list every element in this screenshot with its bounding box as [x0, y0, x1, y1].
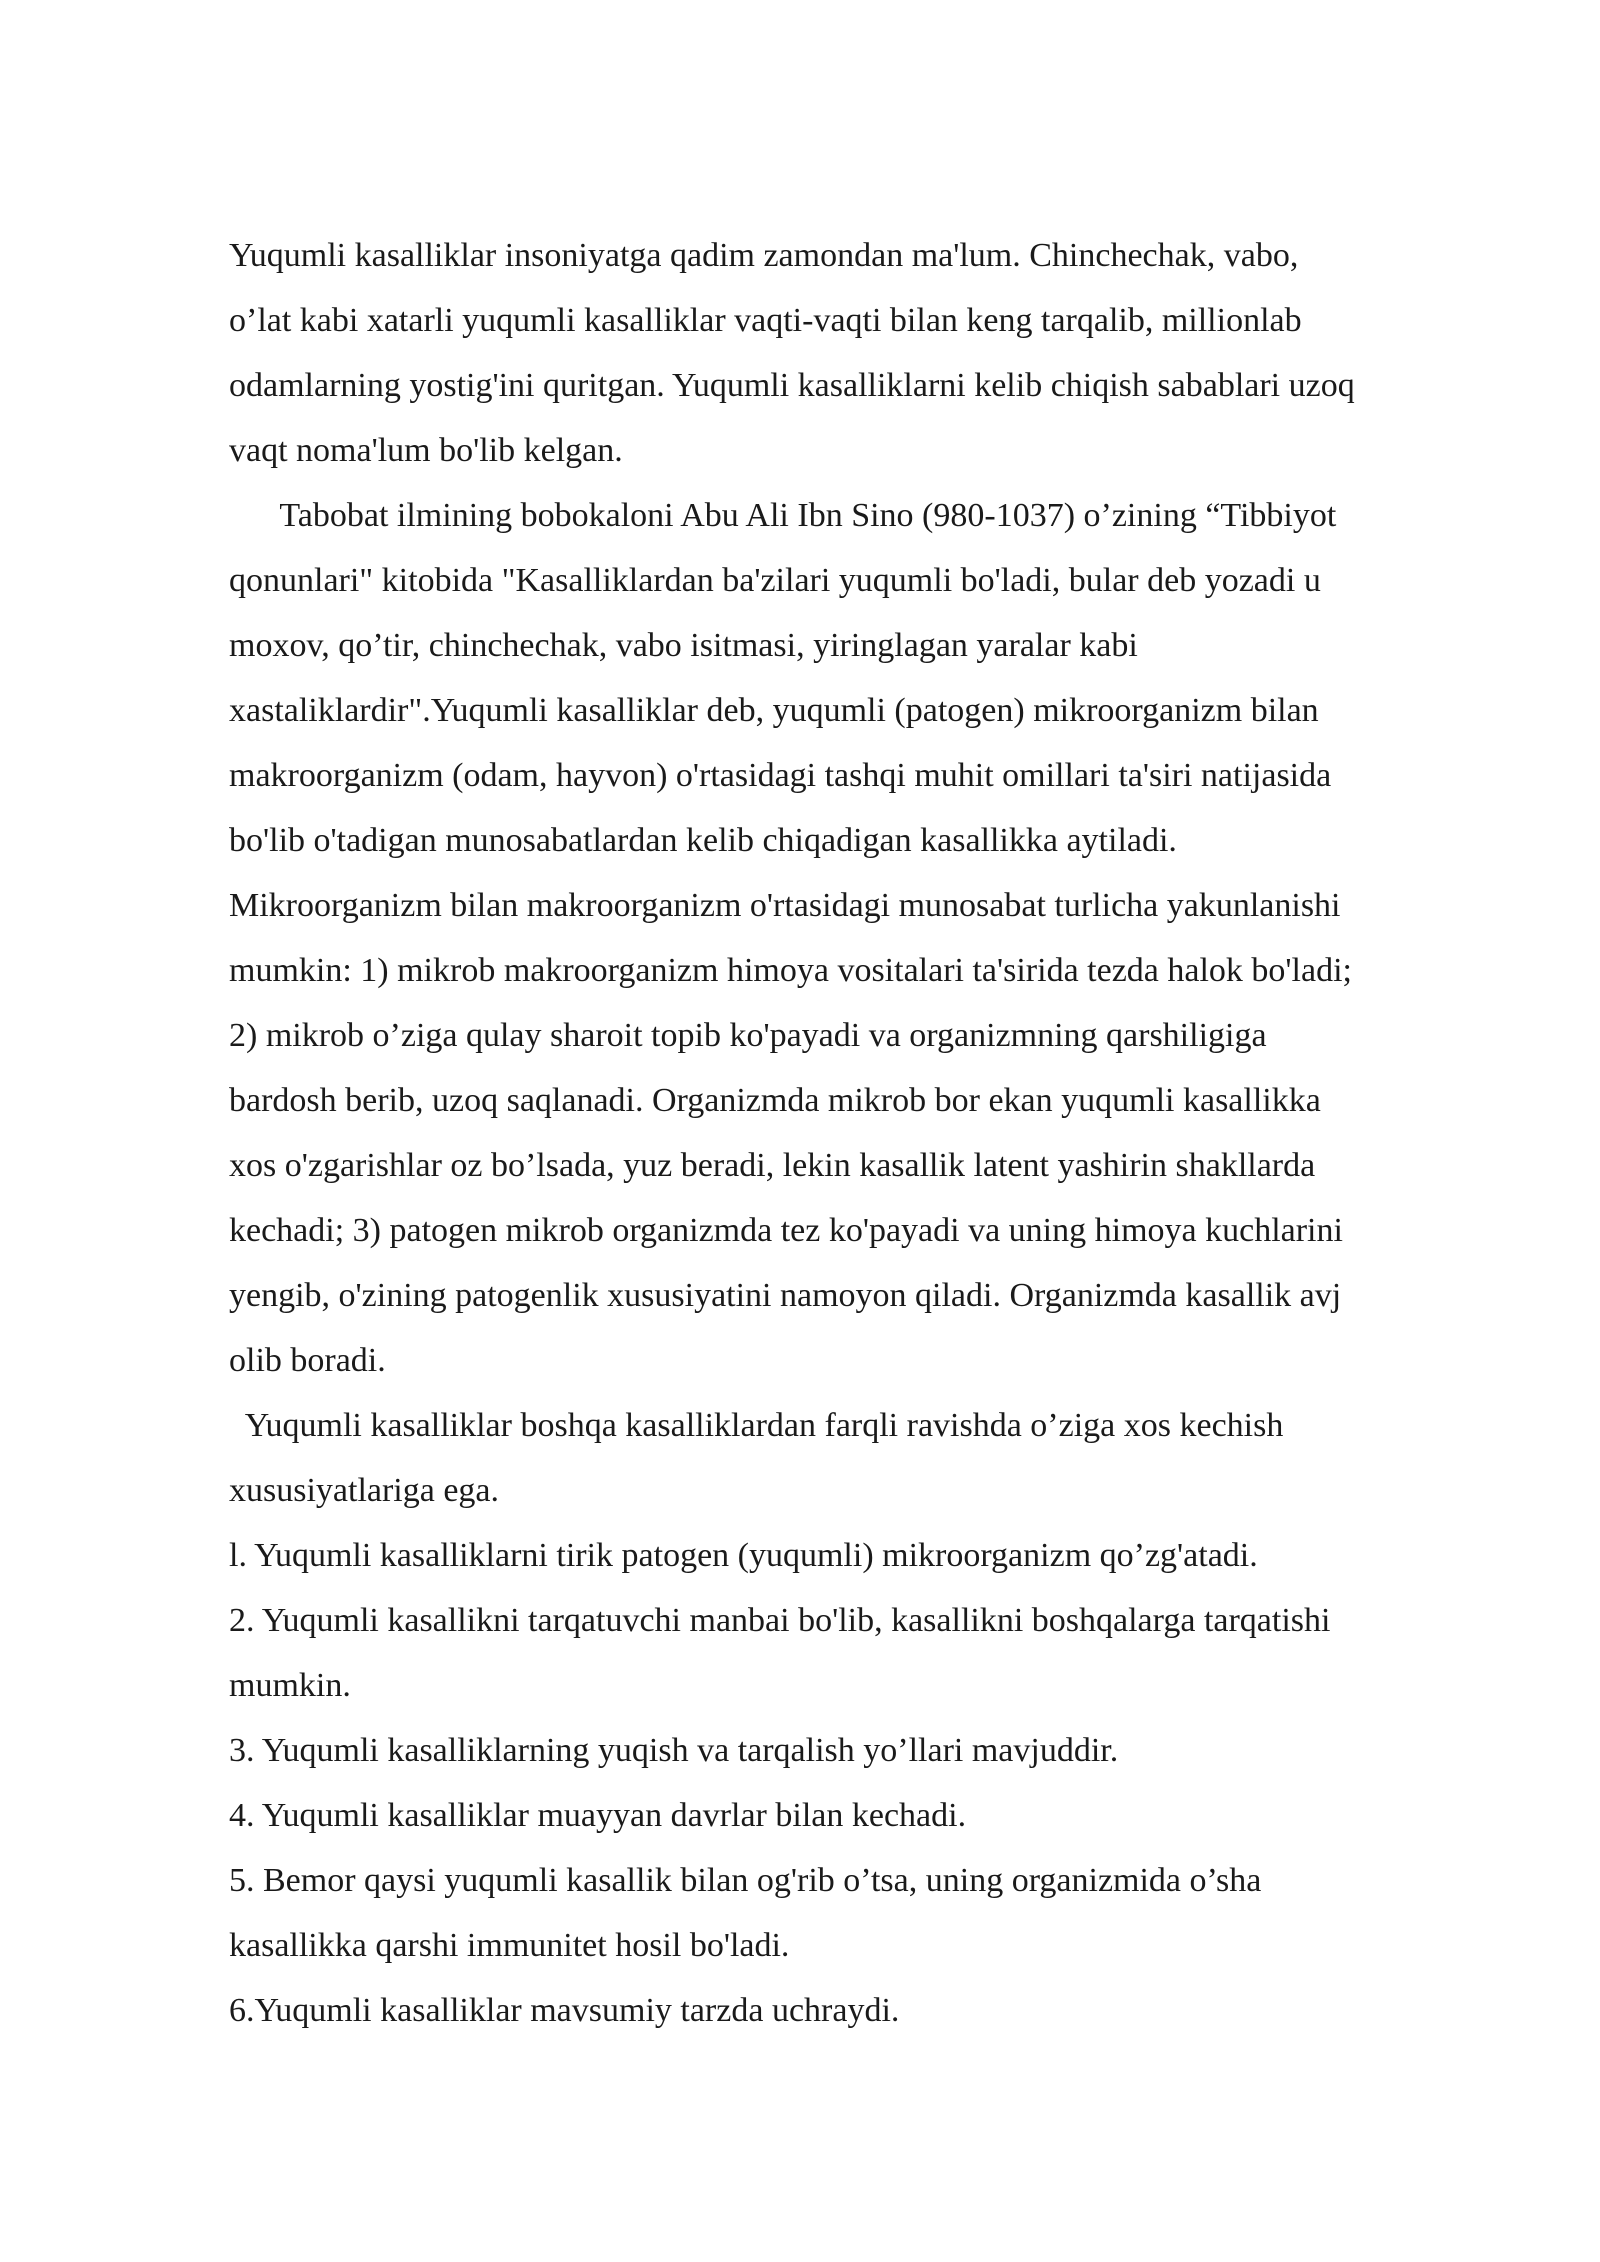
text-line: Yuqumli kasalliklar boshqa kasalliklardan farqli ravishda o’ziga xos kechish — [229, 1407, 1284, 1444]
text-line: mumkin: 1) mikrob makroorganizm himoya vositalari ta'sirida tezda halok bo'ladi; — [229, 952, 1352, 989]
text-line: yengib, o'zining patogenlik xususiyatini namoyon qiladi. Organizmda kasallik avj — [229, 1277, 1342, 1314]
text-line: bo'lib o'tadigan munosabatlardan kelib chiqadigan kasallikka aytiladi. — [229, 822, 1177, 859]
text-line: makroorganizm (odam, hayvon) o'rtasidagi tashqi muhit omillari ta'siri natijasida — [229, 757, 1332, 794]
text-line: Mikroorganizm bilan makroorganizm o'rtasidagi munosabat turlicha yakunlanishi — [229, 887, 1341, 924]
text-line: qonunlari" kitobida "Kasalliklardan ba'zilari yuqumli bo'ladi, bular deb yozadi u — [229, 562, 1321, 599]
text-line: bardosh berib, uzoq saqlanadi. Organizmda mikrob bor ekan yuqumli kasallikka — [229, 1082, 1321, 1119]
text-line: Yuqumli kasalliklar insoniyatga qadim zamondan ma'lum. Chinchechak, vabo, — [229, 237, 1299, 274]
text-line: kasallikka qarshi immunitet hosil bo'ladi. — [229, 1927, 790, 1964]
text-line: l. Yuqumli kasalliklarni tirik patogen (yuqumli) mikroorganizm qo’zg'atadi. — [229, 1537, 1258, 1574]
text-line: o’lat kabi xatarli yuqumli kasalliklar vaqti-vaqti bilan keng tarqalib, millionlab — [229, 302, 1302, 339]
text-line: mumkin. — [229, 1667, 351, 1704]
text-line: xususiyatlariga ega. — [229, 1472, 500, 1509]
text-line: Tabobat ilmining bobokaloni Abu Ali Ibn Sino (980-1037) o’zining “Tibbiyot — [229, 497, 1337, 534]
text-line: 4. Yuqumli kasalliklar muayyan davrlar bilan kechadi. — [229, 1797, 967, 1834]
text-line: vaqt noma'lum bo'lib kelgan. — [229, 432, 623, 469]
text-line: 2. Yuqumli kasallikni tarqatuvchi manbai bo'lib, kasallikni boshqalarga tarqatishi — [229, 1602, 1331, 1639]
text-line: 3. Yuqumli kasalliklarning yuqish va tarqalish yo’llari mavjuddir. — [229, 1732, 1119, 1769]
text-line: xos o'zgarishlar oz bo’lsada, yuz beradi, lekin kasallik latent yashirin shakllarda — [229, 1147, 1316, 1184]
text-line: 5. Bemor qaysi yuqumli kasallik bilan og'rib o’tsa, uning organizmida o’sha — [229, 1862, 1262, 1899]
text-line: moxov, qo’tir, chinchechak, vabo isitmasi, yiringlagan yaralar kabi — [229, 627, 1138, 664]
text-line: odamlarning yostig'ini quritgan. Yuqumli kasalliklarni kelib chiqish sabablari uzoq — [229, 367, 1355, 404]
text-line: kechadi; 3) patogen mikrob organizmda tez ko'payadi va uning himoya kuchlarini — [229, 1212, 1343, 1249]
document-text-body — [229, 223, 1489, 2043]
text-line: 2) mikrob o’ziga qulay sharoit topib ko'payadi va organizmning qarshiligiga — [229, 1017, 1267, 1054]
text-line: olib boradi. — [229, 1342, 386, 1379]
text-line: 6.Yuqumli kasalliklar mavsumiy tarzda uchraydi. — [229, 1992, 900, 2029]
text-line: xastaliklardir".Yuqumli kasalliklar deb, yuqumli (patogen) mikroorganizm bilan — [229, 692, 1319, 729]
